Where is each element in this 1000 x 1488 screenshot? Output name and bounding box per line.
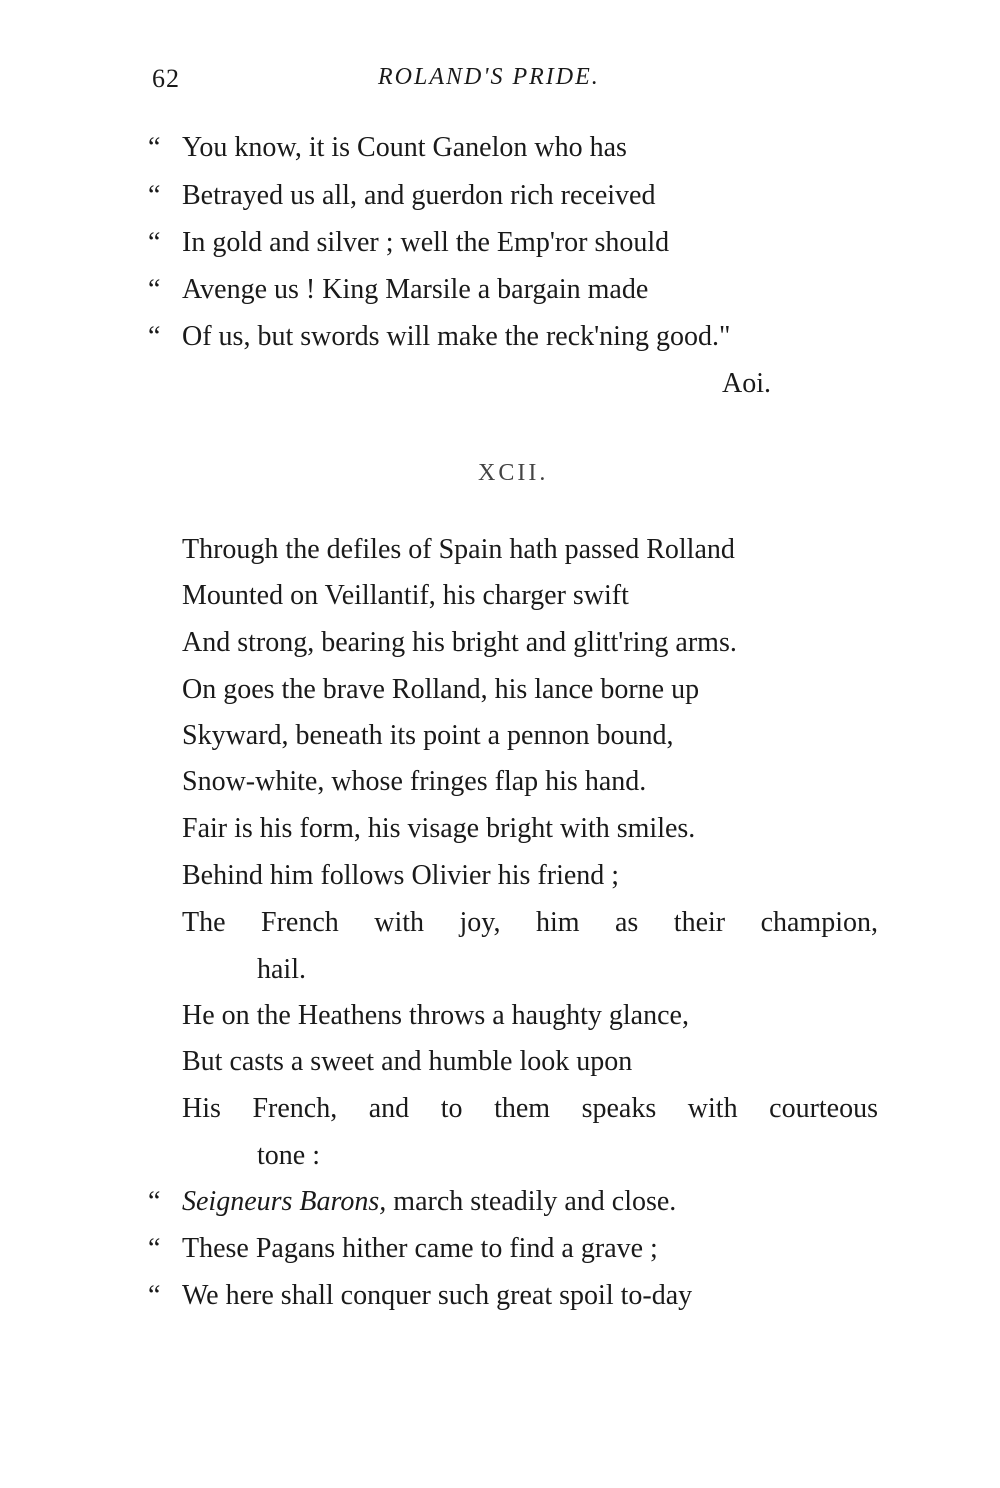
speech-line: We here shall conquer such great spoil to-day bbox=[182, 1280, 693, 1311]
verse-line-continuation: tone : bbox=[257, 1140, 320, 1171]
verse-line: He on the Heathens throws a haughty glance, bbox=[182, 1000, 689, 1031]
verse-line: The French with joy, him as their champion, bbox=[182, 907, 878, 938]
verse-line: Betrayed us all, and guerdon rich received bbox=[182, 180, 656, 211]
verse-line: Through the defiles of Spain hath passed Rolland bbox=[182, 534, 735, 565]
speech-line: These Pagans hither came to find a grave ; bbox=[182, 1233, 658, 1264]
verse-line: Snow-white, whose fringes flap his hand. bbox=[182, 766, 647, 797]
verse-line: Behind him follows Olivier his friend ; bbox=[182, 860, 620, 891]
quote-mark: “ bbox=[148, 274, 161, 305]
quote-mark: “ bbox=[148, 1186, 161, 1217]
verse-line: Avenge us ! King Marsile a bargain made bbox=[182, 274, 649, 305]
verse-line: You know, it is Count Ganelon who has bbox=[182, 132, 627, 163]
verse-line: Skyward, beneath its point a pennon bound, bbox=[182, 720, 674, 751]
quote-mark: “ bbox=[148, 1280, 161, 1311]
page-number: 62 bbox=[152, 64, 180, 93]
verse-line: Mounted on Veillantif, his charger swift bbox=[182, 580, 629, 611]
verse-line: But casts a sweet and humble look upon bbox=[182, 1046, 633, 1077]
verse-line: His French, and to them speaks with courteous bbox=[182, 1093, 878, 1124]
quote-mark: “ bbox=[148, 180, 161, 211]
speech-line bbox=[182, 1188, 676, 1216]
quote-mark: “ bbox=[148, 321, 161, 352]
running-title: ROLAND'S PRIDE. bbox=[378, 64, 600, 90]
verse-line: Of us, but swords will make the reck'ning good." bbox=[182, 321, 731, 352]
section-heading: XCII. bbox=[478, 460, 549, 486]
speech-italic: Seigneurs Barons, bbox=[182, 1186, 387, 1217]
quote-mark: “ bbox=[148, 227, 161, 258]
verse-line: Fair is his form, his visage bright with smiles. bbox=[182, 813, 696, 844]
verse-line-continuation: hail. bbox=[257, 954, 306, 985]
quote-mark: “ bbox=[148, 1233, 161, 1264]
quote-mark: “ bbox=[148, 132, 161, 163]
speech-text: march steadily and close. bbox=[393, 1186, 677, 1217]
verse-line: On goes the brave Rolland, his lance borne up bbox=[182, 674, 700, 705]
verse-line: And strong, bearing his bright and glitt'ring arms. bbox=[182, 627, 737, 658]
refrain: Aoi. bbox=[722, 368, 771, 399]
verse-line: In gold and silver ; well the Emp'ror should bbox=[182, 227, 670, 258]
